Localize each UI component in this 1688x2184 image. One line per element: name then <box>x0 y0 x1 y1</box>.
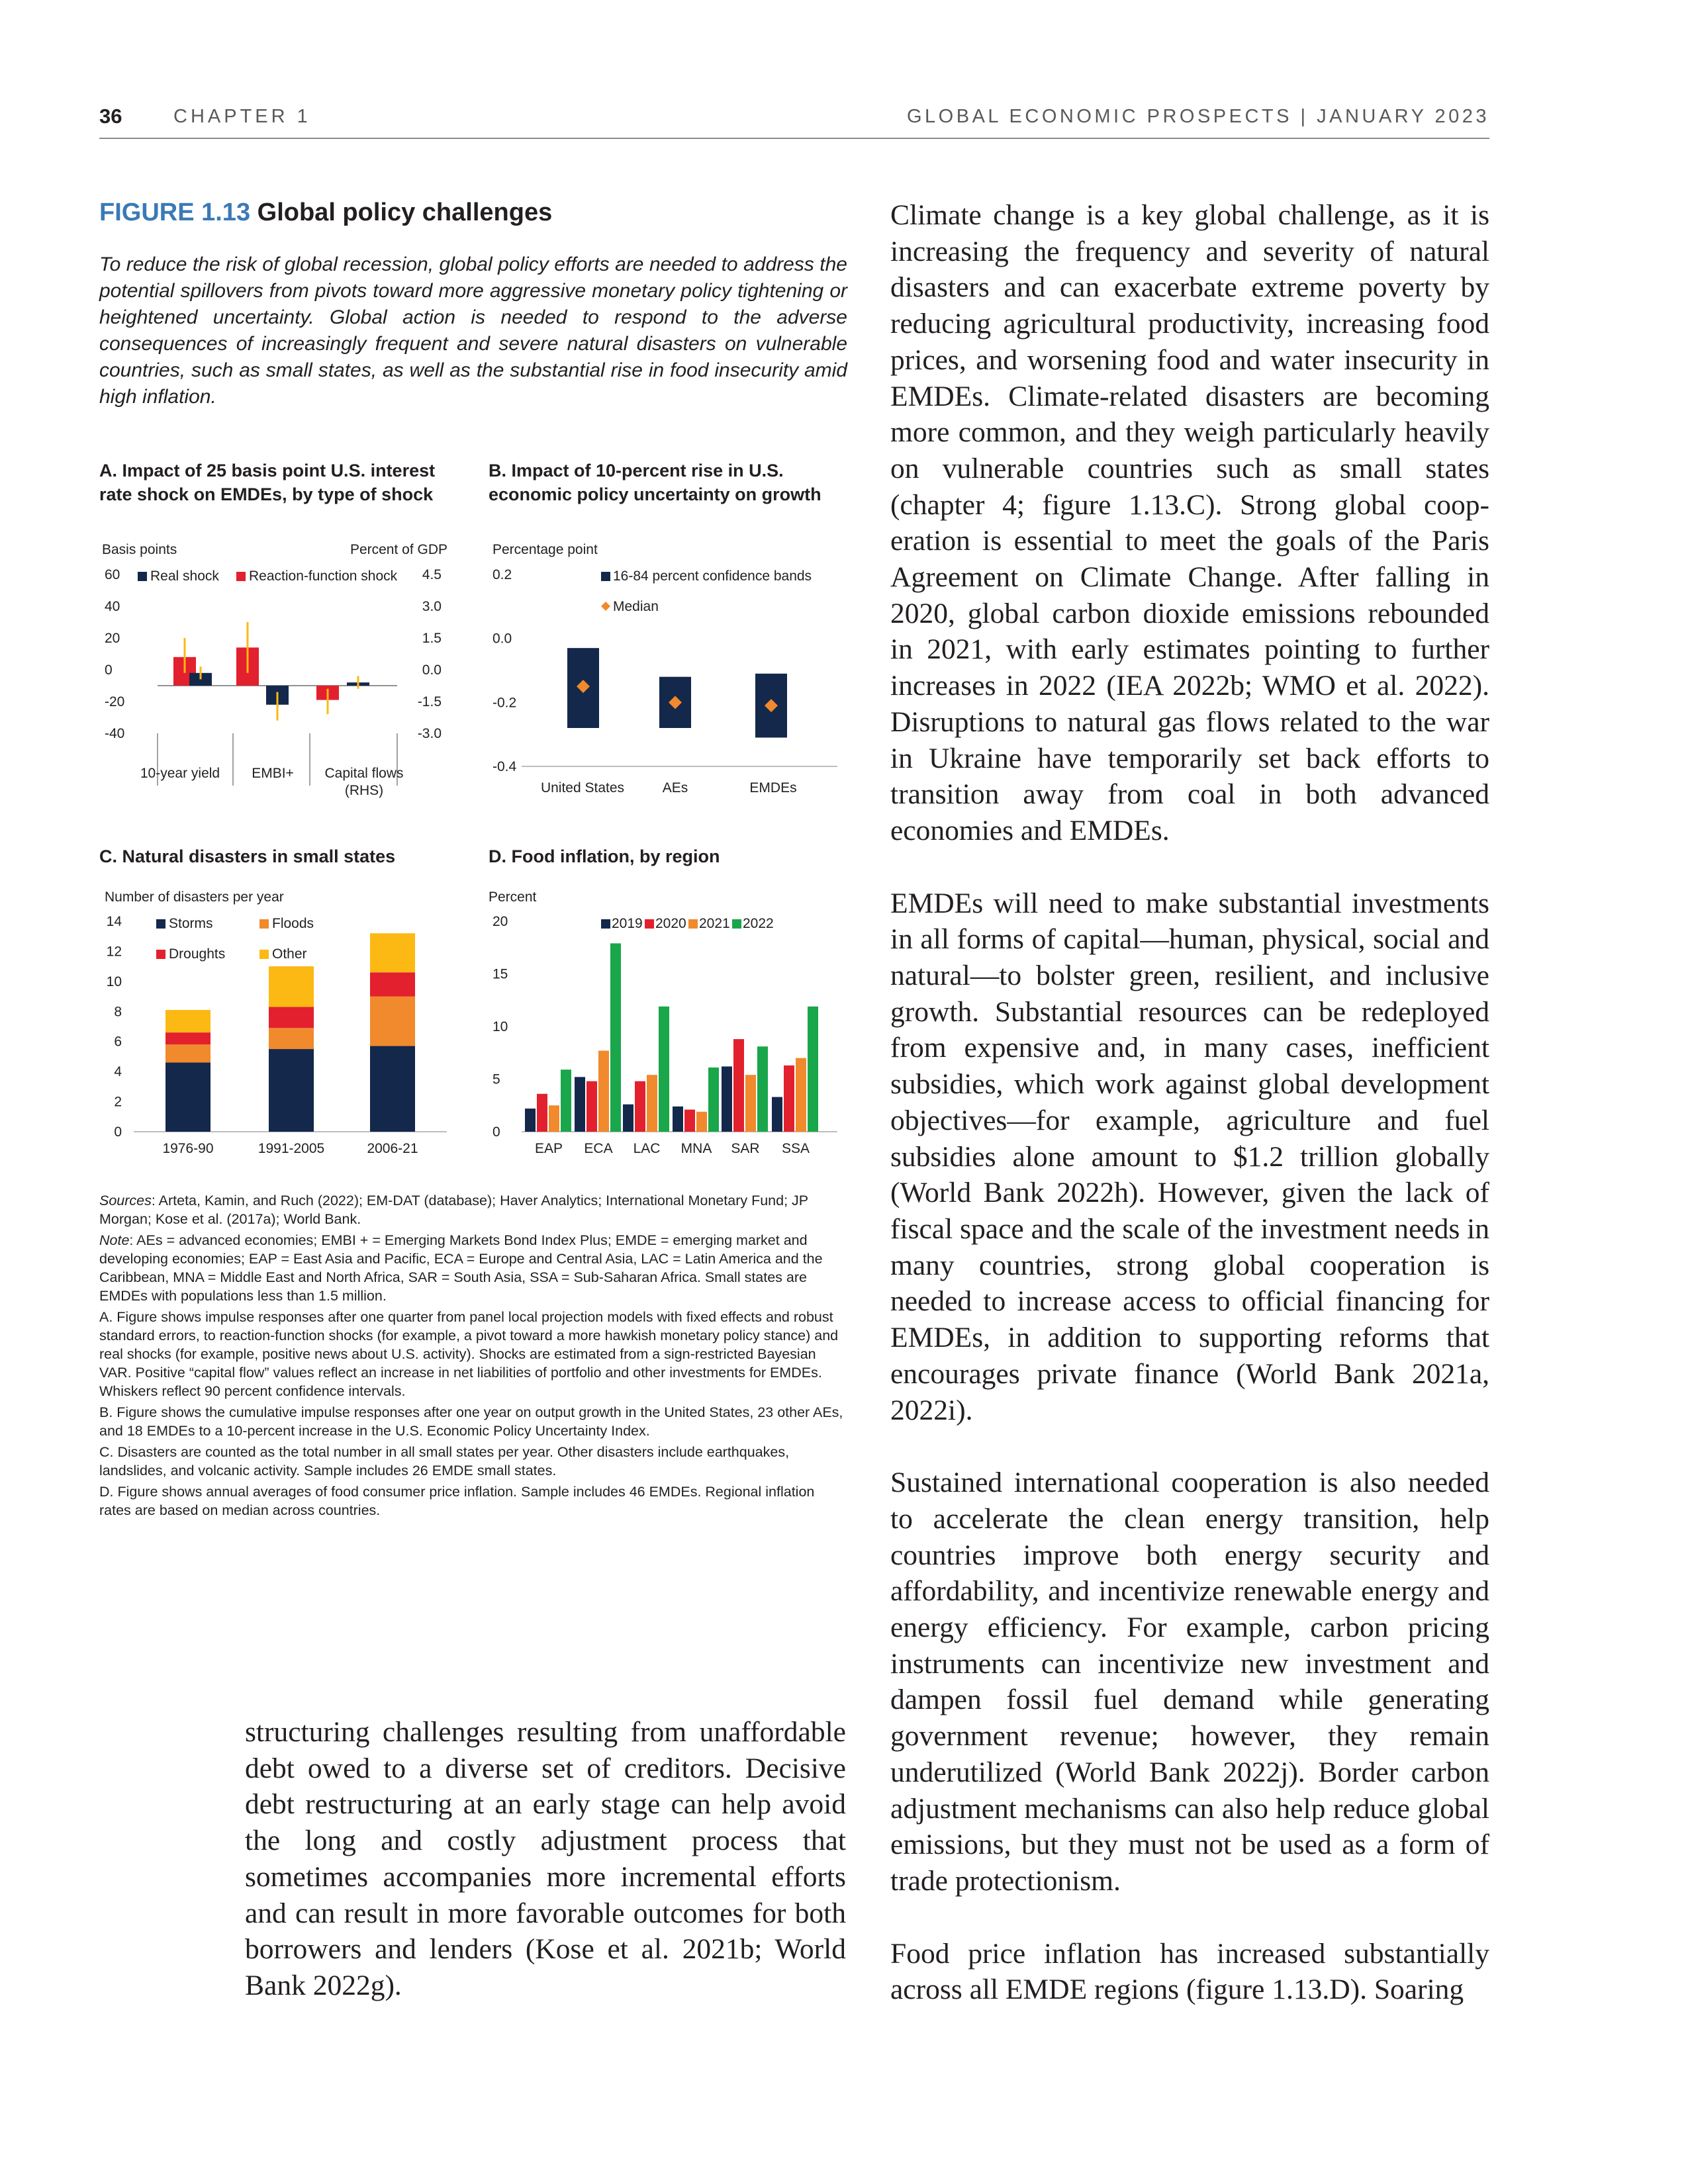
category-label: 2006-21 <box>367 1141 418 1156</box>
bar <box>745 1075 756 1132</box>
legend-swatch-bands <box>601 572 610 581</box>
tick-label: 6 <box>114 1034 122 1050</box>
stacked-bar-segment <box>165 1044 211 1062</box>
panel-c-title: C. Natural disasters in small states <box>99 846 396 866</box>
bar <box>610 943 621 1132</box>
chart-a-ylabel-right: Percent of GDP <box>350 542 447 557</box>
stacked-bar-segment <box>370 1046 415 1132</box>
bar <box>525 1109 536 1132</box>
bar <box>708 1068 719 1132</box>
right-column-body <box>890 197 1489 2044</box>
legend-label-bands: 16-84 percent confidence bands <box>613 569 812 584</box>
panel-a-title: A. Impact of 25 basis point U.S. interest rate shock on EMDEs, by type of shock <box>99 461 436 504</box>
panel-b-title: B. Impact of 10-percent rise in U.S. economic policy uncertainty on growth <box>489 461 821 504</box>
bar <box>684 1110 695 1132</box>
stacked-bar-segment <box>165 1032 211 1044</box>
legend-swatch-floods <box>259 919 269 929</box>
category-label: EAP <box>534 1141 563 1156</box>
bar <box>635 1081 645 1132</box>
tick-label: 4 <box>114 1064 122 1080</box>
figure-number: FIGURE 1.13 <box>99 199 251 226</box>
tick-label: 0 <box>105 662 113 678</box>
legend-swatch-2019 <box>601 919 610 929</box>
bar <box>808 1007 818 1132</box>
bar <box>561 1069 571 1132</box>
legend-swatch-other <box>259 950 269 959</box>
legend-swatch-droughts <box>156 950 165 959</box>
chart-a-cat-1: 10-year yield <box>140 766 220 781</box>
body-paragraph: Sustained international cooperation is also needed to accelerate the clean energy transition, help countries improve both energy security and affordability, and incentivize renewable energy and energy efficiency. For example, carbon pricing instruments can incentivize new investment and dampen fossil fuel demand while generating government revenue; however, they remain underutilized (World Bank 2022j). Border carbon adjustment mechanisms can also help reduce global emissions, but they must not be used as a form of trade protectionism. <box>890 1467 1489 1897</box>
legend-swatch-reaction <box>236 572 246 581</box>
bar <box>757 1046 768 1132</box>
bar <box>722 1066 732 1132</box>
tick-label: 8 <box>114 1004 122 1020</box>
page-number: 36 <box>99 105 122 128</box>
legend-label-real: Real shock <box>150 569 219 584</box>
tick-label: 4.5 <box>422 567 442 582</box>
left-column-body <box>245 1714 846 2004</box>
body-paragraph: Food price inflation has increased substantially across all EMDE regions (figure 1.13.D). Soaring <box>890 1937 1489 2006</box>
running-title: GLOBAL ECONOMIC PROSPECTS | JANUARY 2023 <box>907 106 1489 127</box>
note-d: D. Figure shows annual averages of food consumer price inflation. Sample includes 46 EMDEs. Regional inflation rates are based on median across countries. <box>99 1484 815 1518</box>
header-rule <box>99 138 1489 139</box>
tick-label: -1.5 <box>417 694 442 709</box>
chart-b <box>483 539 854 817</box>
legend-label-2021: 2021 <box>699 916 730 931</box>
bar <box>796 1058 806 1132</box>
note-b: B. Figure shows the cumulative impulse responses after one year on output growth in the United States, 23 other AEs, and 18 EMDEs to a 10-percent increase in the U.S. Economic Policy Uncertainty Index. <box>99 1404 843 1439</box>
bar <box>598 1051 609 1132</box>
tick-label: 12 <box>106 944 122 960</box>
sources-note <box>99 1191 847 1228</box>
category-label: EMDEs <box>749 780 797 796</box>
tick-label: -3.0 <box>417 726 442 741</box>
bar <box>586 1081 597 1132</box>
category-label: 1976-90 <box>162 1141 214 1156</box>
legend-swatch-median <box>601 602 610 611</box>
legend-swatch-real <box>138 572 147 581</box>
note-a: A. Figure shows impulse responses after one quarter from panel local projection models with fixed effects and robust standard errors, to reaction-function shocks (for example, a pivot toward a more hawkish monetary policy stance) and real shocks (for example, positive news about U.S. activity). Shocks are estimated from a sign-restricted Bayesian VAR. Positive “capital flow” values reflect an increase in net liabilities of portfolio and other investments for EMDEs. Whiskers reflect 90 percent confidence intervals. <box>99 1309 839 1399</box>
tick-label: 20 <box>492 914 508 929</box>
tick-label: 60 <box>105 567 120 582</box>
chart-b-ylabel: Percentage point <box>492 542 598 557</box>
legend-label-median: Median <box>613 599 659 614</box>
tick-label: 10 <box>106 974 122 989</box>
bar <box>772 1097 782 1132</box>
bar <box>784 1066 794 1132</box>
figure-title-text: Global policy challenges <box>257 199 553 226</box>
sources-text: : Arteta, Kamin, and Ruch (2022); EM-DAT (database); Haver Analytics; International Monetary Fund; JP Morgan; Kose et al. (2017a); World Bank. <box>99 1193 808 1227</box>
tick-label: -20 <box>105 694 125 709</box>
chart-c <box>93 887 463 1165</box>
chart-d <box>483 887 854 1165</box>
figure-notes <box>99 1191 847 1522</box>
bar <box>549 1105 559 1132</box>
tick-label: 20 <box>105 631 120 646</box>
legend-swatch-2021 <box>688 919 698 929</box>
figure-title <box>99 199 552 227</box>
tick-label: 2 <box>114 1094 122 1110</box>
category-label: LAC <box>633 1141 661 1156</box>
legend-swatch-2022 <box>732 919 741 929</box>
chart-c-ylabel: Number of disasters per year <box>105 889 284 905</box>
stacked-bar-segment <box>269 1028 314 1049</box>
abbreviations-note <box>99 1231 847 1305</box>
chapter-label: CHAPTER 1 <box>173 106 311 127</box>
bar <box>623 1105 633 1132</box>
bar <box>696 1112 707 1132</box>
tick-label: 0.2 <box>492 567 512 582</box>
category-label: United States <box>540 780 625 796</box>
body-paragraph: structuring challenges resulting from unaffordable debt owed to a diverse set of creditors. Decisive debt restructuring at an early stage can help avoid the long and costly adjustment process that sometimes accompanies more incremental efforts and can result in more favorable outcomes for both borrowers and lenders (Kose et al. 2021b; World Bank 2022g). <box>245 1716 846 2001</box>
stacked-bar-segment <box>269 1049 314 1132</box>
legend-label-other: Other <box>272 946 307 962</box>
tick-label: 10 <box>492 1019 508 1034</box>
tick-label: 5 <box>492 1071 500 1087</box>
body-paragraph: Climate change is a key global challenge, as it is increasing the frequency and severity of natural disasters and can exacerbate extreme poverty by reducing agricultural productivity, increasing food prices, and worsening food and water insecurity in EMDEs. Climate-related disasters are becoming more common, and they weigh particularly heavily on vulnerable countries such as small states (chapter 4; figure 1.13.C). Strong global cooperation is essential to meet the goals of the Paris Agreement on Climate Change. After falling in 2020, global carbon dioxide emissions rebounded in 2021, with early estimates pointing to further increases in 2022 (IEA 2022b; WMO et al. 2022). Disruptions to natural gas flows related to the war in Ukraine have temporarily set back efforts to transition away from coal in both advanced economies and EMDEs. <box>890 199 1489 846</box>
bar <box>537 1094 547 1132</box>
panel-d-title: D. Food inflation, by region <box>489 846 720 866</box>
category-label: AEs <box>662 780 688 796</box>
figure-intro: To reduce the risk of global recession, global policy efforts are needed to address the potential spillovers from pivots toward more aggressive monetary policy tightening or heightened uncertainty. Global action is needed to respond to the adverse consequences of increasingly frequent and severe natural disasters on vulnerable countries, such as small states, as well as the substantial rise in food insecurity amid high inflation. <box>99 253 847 408</box>
stacked-bar-segment <box>370 997 415 1046</box>
note-text: : AEs = advanced economies; EMBI + = Emerging Markets Bond Index Plus; EMDE = emerging market and developing economies; EAP = East Asia and Pacific, ECA = Europe and Central Asia, LAC = Latin America and the Caribbean, MNA = Middle East and North Africa, SAR = South Asia, SSA = Sub-Saharan Africa. Small states are EMDEs with populations less than 1.5 million. <box>99 1232 823 1304</box>
note-label: Note <box>99 1232 130 1248</box>
legend-label-droughts: Droughts <box>169 946 226 962</box>
stacked-bar-segment <box>269 966 314 1007</box>
tick-label: -40 <box>105 726 125 741</box>
bar <box>673 1107 683 1132</box>
tick-label: -0.2 <box>492 695 517 711</box>
tick-label: 14 <box>106 914 122 929</box>
tick-label: 0.0 <box>492 631 512 647</box>
stacked-bar-segment <box>269 1007 314 1028</box>
bar <box>659 1007 669 1132</box>
legend-label-2022: 2022 <box>743 916 774 931</box>
legend-label-reaction: Reaction-function shock <box>249 569 398 584</box>
bar <box>575 1077 585 1132</box>
stacked-bar-segment <box>370 933 415 972</box>
chart-a-cat-3b: (RHS) <box>344 783 384 798</box>
tick-label: 0.0 <box>422 662 442 678</box>
tick-label: 40 <box>105 599 120 614</box>
stacked-bar-segment <box>370 972 415 996</box>
stacked-bar-segment <box>165 1063 211 1132</box>
stacked-bar-segment <box>165 1010 211 1032</box>
legend-swatch-storms <box>156 919 165 929</box>
chart-a-cat-3: Capital flows <box>324 766 404 781</box>
tick-label: 3.0 <box>422 599 442 614</box>
category-label: SSA <box>781 1141 810 1156</box>
category-label: MNA <box>680 1141 712 1156</box>
legend-label-floods: Floods <box>272 916 314 931</box>
sources-label: Sources <box>99 1193 152 1208</box>
category-label: SAR <box>731 1141 760 1156</box>
tick-label: 1.5 <box>422 631 442 646</box>
note-c: C. Disasters are counted as the total number in all small states per year. Other disasters include earthquakes, landslides, and volcanic activity. Sample includes 26 EMDE small states. <box>99 1444 790 1479</box>
chart-a-cat-2: EMBI+ <box>252 766 294 781</box>
tick-label: 0 <box>114 1124 122 1140</box>
chart-a <box>93 539 463 817</box>
legend-label-storms: Storms <box>169 916 213 931</box>
chart-a-ylabel-left: Basis points <box>102 542 177 557</box>
category-label: 1991-2005 <box>258 1141 325 1156</box>
tick-label: 0 <box>492 1124 500 1140</box>
tick-label: 15 <box>492 966 508 982</box>
body-paragraph: EMDEs will need to make substantial investments in all forms of capital—human, physical, social and natural—to bolster green, resilient, and inclusive growth. Substantial resources can be redeployed from expensive and, in many cases, inefficient subsidies, which work against global development objectives—for example, agriculture and fuel subsidies alone amount to $1.2 trillion globally (World Bank 2022h). However, given the lack of fiscal space and the scale of the investment needs in many countries, strong global cooperation is needed to increase access to official financing for EMDEs, in addition to supporting reforms that encourages private finance (World Bank 2021a, 2022i). <box>890 887 1489 1426</box>
bar <box>647 1075 657 1132</box>
category-label: ECA <box>584 1141 613 1156</box>
legend-label-2020: 2020 <box>655 916 686 931</box>
chart-d-ylabel: Percent <box>489 889 537 905</box>
tick-label: -0.4 <box>492 759 517 774</box>
legend-swatch-2020 <box>645 919 654 929</box>
bar <box>733 1039 744 1132</box>
legend-label-2019: 2019 <box>612 916 643 931</box>
